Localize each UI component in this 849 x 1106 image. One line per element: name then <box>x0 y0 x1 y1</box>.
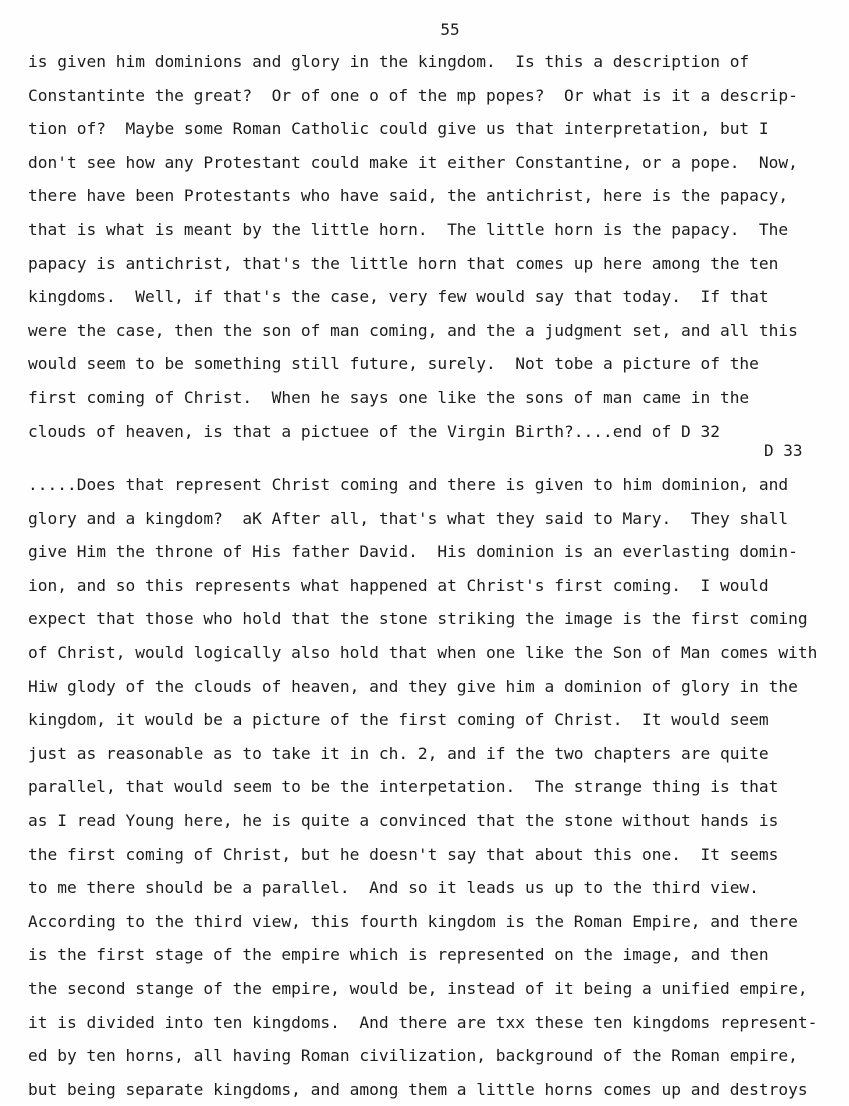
text-line: give Him the throne of His father David. His dominion is an everlasting domin- <box>28 542 798 562</box>
paragraph-2 <box>28 468 848 1106</box>
text-line: glory and a kingdom? aK After all, that's what they said to Mary. They shall <box>28 508 789 528</box>
text-line: there have been Protestants who have said, the antichrist, here is the papacy, <box>28 186 789 206</box>
text-line: clouds of heaven, is that a pictuee of the Virgin Birth?....end of D 32 <box>28 421 720 441</box>
text-line: .....Does that represent Christ coming and there is given to him dominion, and <box>28 475 789 494</box>
text-line: is given him dominions and glory in the kingdom. Is this a description of <box>28 52 750 71</box>
text-line: would seem to be something still future, surely. Not tobe a picture of the <box>28 354 759 374</box>
text-line: According to the third view, this fourth kingdom is the Roman Empire, and there <box>28 911 798 931</box>
text-line: first coming of Christ. When he says one like the sons of man came in the <box>28 387 750 407</box>
text-line: Constantinte the great? Or of one o of the mp popes? Or what is it a descrip- <box>28 85 798 105</box>
text-line: as I read Young here, he is quite a convinced that the stone without hands is <box>28 810 779 830</box>
page-number: 55 <box>440 20 460 39</box>
text-line: the first coming of Christ, but he doesn't say that about this one. It seems <box>28 844 779 864</box>
text-line: papacy is antichrist, that's the little horn that comes up here among the ten <box>28 253 779 273</box>
paragraph-1 <box>28 45 848 448</box>
text-line: ion, and so this represents what happened at Christ's first coming. I would <box>28 575 769 595</box>
text-line: to me there should be a parallel. And so it leads us up to the third view. <box>28 878 759 898</box>
text-line: just as reasonable as to take it in ch. 2, and if the two chapters are quite <box>28 743 769 763</box>
text-line: were the case, then the son of man coming, and the a judgment set, and all this <box>28 320 798 340</box>
text-line: parallel, that would seem to be the interpetation. The strange thing is that <box>28 777 779 797</box>
text-line: but being separate kingdoms, and among them a little horns comes up and destroys <box>28 1079 808 1099</box>
text-line: that is what is meant by the little horn. The little horn is the papacy. The <box>28 219 789 239</box>
text-line: expect that those who hold that the stone striking the image is the first coming <box>28 609 808 629</box>
text-line: is the first stage of the empire which is represented on the image, and then <box>28 945 769 965</box>
text-line: ed by ten horns, all having Roman civilization, background of the Roman empire, <box>28 1046 798 1066</box>
text-line: tion of? Maybe some Roman Catholic could give us that interpretation, but I <box>28 119 769 139</box>
section-marker: D 33 <box>764 441 803 460</box>
text-line: don't see how any Protestant could make it either Constantine, or a pope. Now, <box>28 152 798 172</box>
text-line: Hiw glody of the clouds of heaven, and they give him a dominion of glory in the <box>28 676 798 696</box>
text-line: kingdoms. Well, if that's the case, very few would say that today. If that <box>28 287 769 307</box>
text-line: the second stange of the empire, would be, instead of it being a unified empire, <box>28 978 808 998</box>
text-line: it is divided into ten kingdoms. And there are txx these ten kingdoms represent- <box>28 1012 818 1032</box>
text-line: kingdom, it would be a picture of the first coming of Christ. It would seem <box>28 710 769 730</box>
text-line: of Christ, would logically also hold that when one like the Son of Man comes with <box>28 642 818 662</box>
